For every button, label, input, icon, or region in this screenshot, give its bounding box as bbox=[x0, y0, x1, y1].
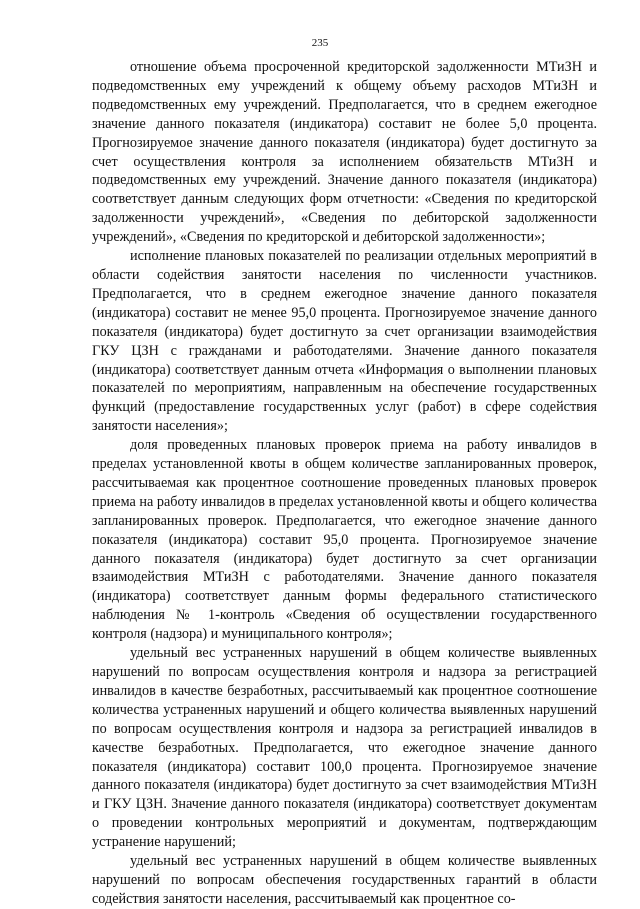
paragraph-3: доля проведенных плановых проверок приема на работу инвалидов в пределах установленной квоты в общем количестве запланированных проверок, рассчитываемая как процентное соотношение проведенных плановых проверок приема на работу инвалидов в пределах установленной квоты и общего количества запланированных проверок. Предполагается, что ежегодное значение данного показателя (индикатора) составит 95,0 процента. Прогнозируемое значение данного показателя (индикатора) будет достигнуто за счет организации взаимодействия МТиЗН с работодателями. Значение данного показателя (индикатора) соответствует данным формы федерального статистического наблюдения № 1-контроль «Сведения об осуществлении государственного контроля (надзора) и муниципального контроля»; bbox=[92, 437, 597, 643]
page-number: 235 bbox=[311, 37, 329, 49]
paragraph-5: удельный вес устраненных нарушений в общем количестве выявленных нарушений по вопросам обеспечения государственных гарантий в области содействия занятости населения, рассчитываемый как процентное со- bbox=[92, 853, 597, 907]
paragraph-2: исполнение плановых показателей по реализации отдельных мероприятий в области содействия занятости населения по численности участников. Предполагается, что в среднем ежегодное значение данного показателя (индикатора) составит не менее 95,0 процента. Прогнозируемое значение данного показателя (индикатора) будет достигнуто за счет организации взаимодействия ГКУ ЦЗН с гражданами и работодателями. Значение данного показателя (индикатора) соответствует данным отчета «Информация о выполнении плановых показателей по мероприятиям, направленным на обеспечение государственных функций (предоставление государственных услуг (работ) в сфере содействия занятости населения»; bbox=[92, 248, 597, 435]
paragraph-1: отношение объема просроченной кредиторской задолженности МТиЗН и подведомственных ему учреждений к общему объему расходов МТиЗН и подведомственных ему учреждений. Предполагается, что в среднем ежегодное значение данного показателя (индикатора) составит не более 5,0 процента. Прогнозируемое значение данного показателя (индикатора) будет достигнуто за счет осуществления контроля за исполнением обязательств МТиЗН и подведомственных ему учреждений. Значение данного показателя (индикатора) соответствует данным следующих форм отчетности: «Сведения по кредиторской задолженности учреждений», «Сведения по дебиторской задолженности учреждений», «Сведения по кредиторской и дебиторской задолженности»; bbox=[92, 59, 597, 246]
body-text bbox=[92, 58, 597, 909]
paragraph-4: удельный вес устраненных нарушений в общем количестве выявленных нарушений по вопросам осуществления контроля и надзора за регистрацией инвалидов в качестве безработных, рассчитываемый как процентное соотношение количества устраненных нарушений и общего количества выявленных нарушений по вопросам осуществления контроля и надзора за регистрацией инвалидов в качестве безработных. Предполагается, что ежегодное значение данного показателя (индикатора) составит 100,0 процента. Прогнозируемое значение данного показателя (индикатора) будет достигнуто за счет взаимодействия МТиЗН и ГКУ ЦЗН. Значение данного показателя (индикатора) соответствует документам о проведении контрольных мероприятий и документам, подтверждающим устранение нарушений; bbox=[92, 645, 597, 851]
